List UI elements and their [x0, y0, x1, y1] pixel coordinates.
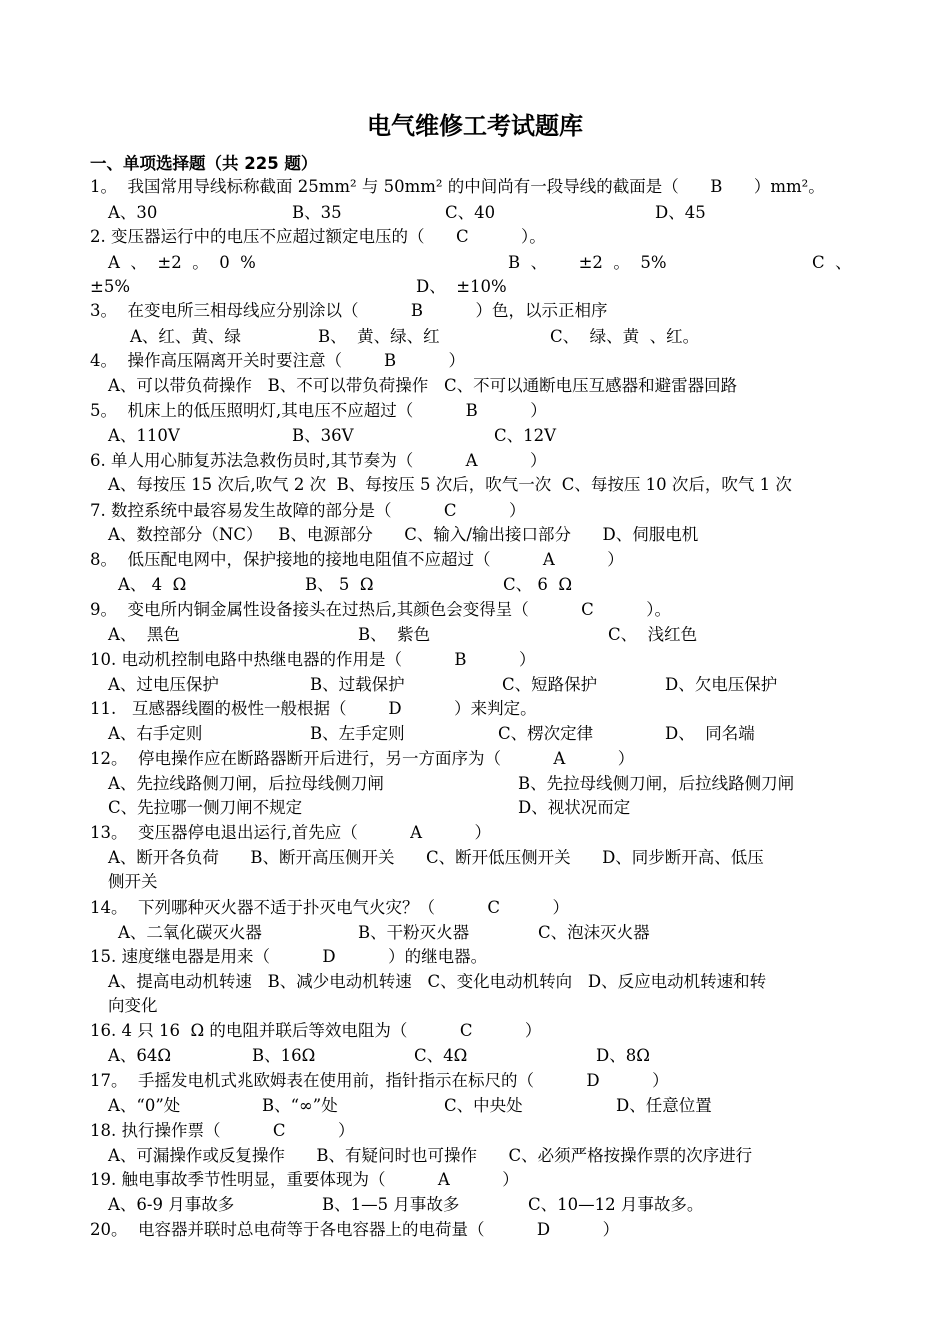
- question-stem: 10. 电动机控制电路中热继电器的作用是（ B ）: [90, 650, 536, 669]
- answer-option: A、断开各负荷 B、断开高压侧开关 C、断开低压侧开关 D、同步断开高、低压: [108, 848, 764, 867]
- answer-option: D、45: [655, 203, 706, 222]
- answer-option: A、每按压 15 次后,吹气 2 次 B、每按压 5 次后，吹气一次 C、每按压 10 次后，吹气 1 次: [108, 475, 792, 494]
- answer-option: A、提高电动机转速 B、减少电动机转速 C、变化电动机转向 D、反应电动机转速和转: [108, 972, 767, 991]
- answer-option: A、可漏操作或反复操作 B、有疑问时也可操作 C、必须严格按操作票的次序进行: [108, 1146, 753, 1165]
- answer-option: A、可以带负荷操作 B、不可以带负荷操作 C、不可以通断电压互感器和避雷器回路: [108, 376, 738, 395]
- question-stem: 3。 在变电所三相母线应分别涂以（ B ）色，以示正相序: [90, 301, 608, 320]
- answer-option: A、先拉线路侧刀闸，后拉母线侧刀闸: [108, 774, 384, 793]
- answer-option: B、 黄、绿、红: [318, 327, 440, 346]
- question-stem: 16. 4 只 16 Ω 的电阻并联后等效电阻为（ C ）: [90, 1021, 542, 1040]
- answer-option: C、40: [445, 203, 496, 222]
- answer-option: 侧开关: [108, 872, 158, 891]
- question-stem: 1。 我国常用导线标称截面 25mm² 与 50mm² 的中间尚有一段导线的截面是（ B ）mm²。: [90, 177, 825, 196]
- answer-option: B、35: [292, 203, 342, 222]
- answer-option: A、64Ω: [108, 1046, 172, 1065]
- question-stem: 8。 低压配电网中，保护接地的接地电阻值不应超过（ A ）: [90, 550, 624, 569]
- answer-option: B、 紫色: [358, 625, 431, 644]
- answer-option: C、楞次定律: [498, 724, 594, 743]
- answer-option: A、数控部分（NC） B、电源部分 C、输入/输出接口部分 D、伺服电机: [108, 525, 699, 544]
- answer-option: 向变化: [108, 996, 158, 1015]
- question-stem: 12。 停电操作应在断路器断开后进行，另一方面序为（ A ）: [90, 749, 635, 768]
- answer-option: D、 ±10%: [416, 277, 507, 296]
- answer-option: D、任意位置: [616, 1096, 712, 1115]
- answer-option: A 、 ±2 。 0 %: [108, 253, 256, 272]
- answer-option: C、短路保护: [502, 675, 598, 694]
- answer-option: A、 4 Ω: [118, 575, 187, 594]
- answer-option: A、6-9 月事故多: [108, 1195, 235, 1214]
- question-stem: 19. 触电事故季节性明显，重要体现为（ A ）: [90, 1170, 519, 1189]
- answer-option: C、10—12 月事故多。: [528, 1195, 704, 1214]
- question-stem: 2. 变压器运行中的电压不应超过额定电压的（ C ）。: [90, 227, 546, 246]
- answer-option: D、视状况而定: [518, 798, 631, 817]
- answer-option: A、右手定则: [108, 724, 203, 743]
- question-stem: 9。 变电所内铜金属性设备接头在过热后,其颜色会变得呈（ C ）。: [90, 600, 672, 619]
- answer-option: C、泡沫灭火器: [538, 923, 650, 942]
- answer-option: D、欠电压保护: [665, 675, 778, 694]
- answer-option: A、过电压保护: [108, 675, 219, 694]
- answer-option: B、左手定则: [310, 724, 405, 743]
- answer-option: A、30: [108, 203, 158, 222]
- question-stem: 20。 电容器并联时总电荷等于各电容器上的电荷量（ D ）: [90, 1220, 620, 1239]
- answer-option: B、过载保护: [310, 675, 405, 694]
- question-stem: 13。 变压器停电退出运行,首先应（ A ）: [90, 823, 492, 842]
- question-stem: 17。 手摇发电机式兆欧姆表在使用前，指针指示在标尺的（ D ）: [90, 1071, 669, 1090]
- answer-option: B、干粉灭火器: [358, 923, 470, 942]
- question-stem: 11. 互感器线圈的极性一般根据（ D ）来判定。: [90, 699, 537, 718]
- answer-option: C、 6 Ω: [503, 575, 573, 594]
- answer-option: B、“∞”处: [262, 1096, 338, 1115]
- answer-option: C 、: [812, 253, 852, 272]
- answer-option: D、8Ω: [596, 1046, 650, 1065]
- answer-option: C、中央处: [444, 1096, 523, 1115]
- question-stem: 5。 机床上的低压照明灯,其电压不应超过（ B ）: [90, 401, 547, 420]
- answer-option: A、110V: [108, 426, 180, 445]
- answer-option: C、 绿、黄 、红。: [550, 327, 700, 346]
- answer-option: B、16Ω: [252, 1046, 316, 1065]
- answer-option: B、 5 Ω: [305, 575, 374, 594]
- question-stem: 6. 单人用心肺复苏法急救伤员时,其节奏为（ A ）: [90, 451, 547, 470]
- question-stem: 14。 下列哪种灭火器不适于扑灭电气火灾？（ C ）: [90, 898, 570, 917]
- answer-option: B、36V: [292, 426, 354, 445]
- answer-option: B 、 ±2 。 5%: [508, 253, 667, 272]
- answer-option: D、 同名端: [665, 724, 755, 743]
- question-stem: 15. 速度继电器是用来（ D ）的继电器。: [90, 947, 488, 966]
- answer-option: ±5%: [90, 277, 131, 296]
- answer-option: A、 黑色: [108, 625, 180, 644]
- answer-option: A、“0”处: [108, 1096, 181, 1115]
- question-stem: 4。 操作高压隔离开关时要注意（ B ）: [90, 351, 466, 370]
- answer-option: B、1—5 月事故多: [322, 1195, 460, 1214]
- answer-option: A、红、黄、绿: [130, 327, 241, 346]
- answer-option: C、 浅红色: [608, 625, 698, 644]
- answer-option: C、12V: [494, 426, 557, 445]
- answer-option: C、先拉哪一侧刀闸不规定: [108, 798, 303, 817]
- answer-option: C、4Ω: [414, 1046, 468, 1065]
- section-heading: 一、单项选择题（共 225 题）: [90, 154, 318, 173]
- answer-option: B、先拉母线侧刀闸，后拉线路侧刀闸: [518, 774, 795, 793]
- question-stem: 18. 执行操作票（ C ）: [90, 1121, 355, 1140]
- document-title: 电气维修工考试题库: [367, 112, 583, 140]
- question-stem: 7. 数控系统中最容易发生故障的部分是（ C ）: [90, 501, 526, 520]
- answer-option: A、二氧化碳灭火器: [118, 923, 262, 942]
